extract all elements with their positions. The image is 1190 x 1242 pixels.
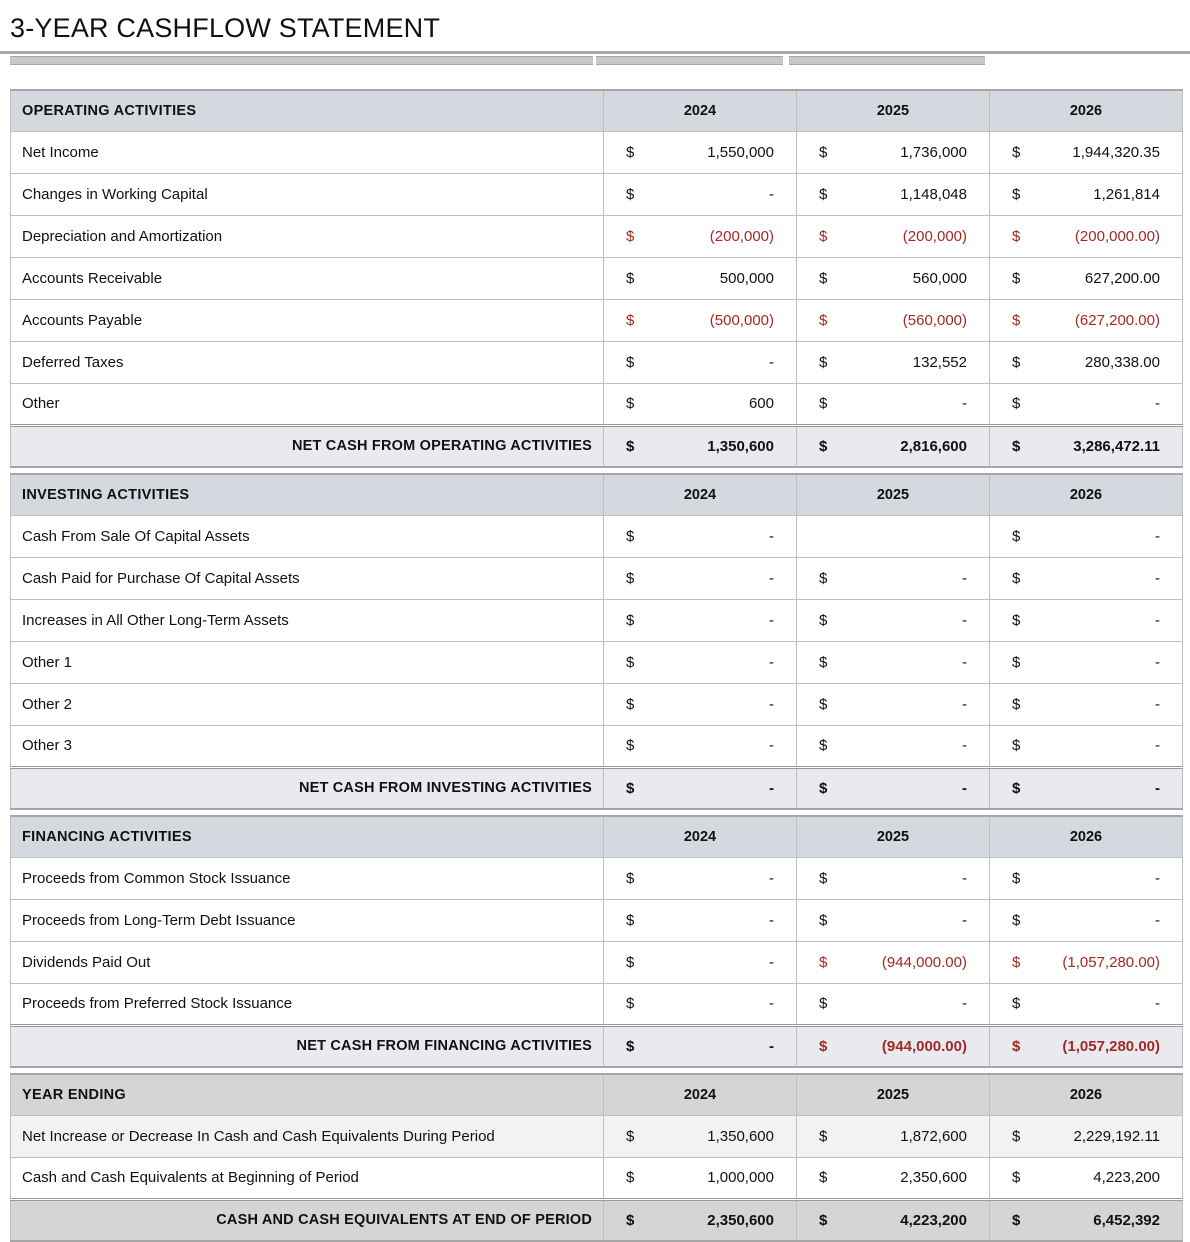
currency-symbol: $ (819, 653, 828, 671)
currency-symbol: $ (1012, 911, 1021, 929)
line-item-label: Other 2 (11, 683, 604, 725)
amount-cell[interactable] (604, 767, 797, 809)
currency-symbol: $ (1012, 611, 1021, 629)
amount-cell[interactable] (797, 599, 990, 641)
line-item-row (11, 131, 1183, 173)
line-item-row (11, 383, 1183, 425)
line-item-label: Other 3 (11, 725, 604, 767)
amount-value: 2,816,600 (900, 437, 967, 455)
currency-symbol: $ (626, 953, 635, 971)
amount-cell[interactable] (797, 215, 990, 257)
amount-value: - (769, 185, 774, 203)
amount-cell[interactable] (604, 983, 797, 1025)
spacer-cell (11, 467, 1183, 474)
currency-symbol: $ (819, 143, 828, 161)
amount-value: (944,000.00) (881, 953, 967, 971)
spacer-cell (11, 809, 1183, 816)
currency-symbol: $ (819, 569, 828, 587)
currency-symbol: $ (626, 737, 635, 754)
currency-symbol: $ (1012, 869, 1021, 887)
amount-value: - (962, 995, 967, 1012)
grand-total-row (11, 1199, 1183, 1241)
amount-value: - (769, 779, 774, 797)
amount-cell[interactable] (604, 257, 797, 299)
amount-value: - (1155, 395, 1160, 412)
amount-value: 280,338.00 (1084, 353, 1160, 371)
divider-segment-label (10, 56, 593, 65)
line-item-label: Dividends Paid Out (11, 941, 604, 983)
currency-symbol: $ (1012, 269, 1021, 287)
amount-cell[interactable] (604, 1199, 797, 1241)
amount-value: - (962, 779, 967, 797)
amount-value: - (962, 911, 967, 929)
currency-symbol: $ (626, 527, 635, 545)
subtotal-row (11, 425, 1183, 467)
currency-symbol: $ (1012, 569, 1021, 587)
amount-value: - (769, 953, 774, 971)
amount-cell[interactable] (797, 1115, 990, 1157)
currency-symbol: $ (819, 737, 828, 754)
currency-symbol: $ (819, 227, 828, 245)
line-item-label: Proceeds from Common Stock Issuance (11, 857, 604, 899)
line-item-label: Proceeds from Preferred Stock Issuance (11, 983, 604, 1025)
line-item-row (11, 941, 1183, 983)
amount-value: (1,057,280.00) (1062, 953, 1160, 971)
section-title: INVESTING ACTIVITIES (11, 474, 604, 515)
amount-value: 1,350,600 (707, 437, 774, 455)
amount-value: 1,736,000 (900, 143, 967, 161)
amount-cell[interactable] (604, 425, 797, 467)
currency-symbol: $ (626, 269, 635, 287)
amount-value: 560,000 (912, 269, 967, 287)
currency-symbol: $ (1012, 1211, 1021, 1229)
amount-value: - (1155, 869, 1160, 887)
currency-symbol: $ (1012, 353, 1021, 371)
subtotal-row (11, 1025, 1183, 1067)
amount-value: (500,000) (709, 311, 774, 329)
currency-symbol: $ (819, 695, 828, 713)
currency-symbol: $ (626, 185, 635, 203)
amount-value: 1,550,000 (707, 143, 774, 161)
currency-symbol: $ (626, 311, 635, 329)
line-item-row (11, 599, 1183, 641)
amount-cell[interactable] (797, 173, 990, 215)
currency-symbol: $ (626, 779, 635, 797)
year-column-header: 2026 (990, 474, 1183, 515)
amount-cell[interactable] (990, 1157, 1183, 1199)
section-spacer (11, 467, 1183, 474)
divider-segment-year2 (789, 56, 985, 65)
amount-value: - (962, 869, 967, 887)
amount-cell[interactable] (797, 983, 990, 1025)
year-column-header: 2025 (797, 90, 990, 131)
line-item-row (11, 725, 1183, 767)
currency-symbol: $ (819, 995, 828, 1012)
amount-cell[interactable] (797, 425, 990, 467)
currency-symbol: $ (819, 437, 828, 455)
amount-value: - (769, 995, 774, 1012)
line-item-label: Increases in All Other Long-Term Assets (11, 599, 604, 641)
line-item-row (11, 683, 1183, 725)
amount-value: 500,000 (719, 269, 774, 287)
line-item-row (11, 983, 1183, 1025)
currency-symbol: $ (1012, 695, 1021, 713)
amount-cell[interactable] (604, 683, 797, 725)
amount-value: - (769, 653, 774, 671)
amount-value: - (769, 569, 774, 587)
currency-symbol: $ (1012, 527, 1021, 545)
amount-value: - (1155, 779, 1160, 797)
section-title: YEAR ENDING (11, 1074, 604, 1115)
amount-value: (560,000) (902, 311, 967, 329)
currency-symbol: $ (626, 1211, 635, 1229)
currency-symbol: $ (1012, 1169, 1021, 1186)
amount-value: 1,872,600 (900, 1127, 967, 1145)
line-item-row (11, 899, 1183, 941)
line-item-label: Other 1 (11, 641, 604, 683)
currency-symbol: $ (626, 869, 635, 887)
cashflow-table (10, 89, 1183, 1242)
amount-cell[interactable] (797, 383, 990, 425)
line-item-row (11, 173, 1183, 215)
currency-symbol: $ (626, 695, 635, 713)
currency-symbol: $ (626, 1127, 635, 1145)
amount-value: - (962, 395, 967, 412)
amount-value: - (1155, 995, 1160, 1012)
line-item-row (11, 1115, 1183, 1157)
amount-cell[interactable] (604, 641, 797, 683)
currency-symbol: $ (819, 1169, 828, 1186)
amount-value: - (769, 1037, 774, 1055)
currency-symbol: $ (626, 653, 635, 671)
amount-value: - (962, 737, 967, 754)
line-item-label: Changes in Working Capital (11, 173, 604, 215)
grand-total-label: CASH AND CASH EQUIVALENTS AT END OF PERIOD (11, 1199, 604, 1241)
subtotal-label: NET CASH FROM FINANCING ACTIVITIES (11, 1025, 604, 1067)
amount-cell[interactable] (604, 857, 797, 899)
amount-value: - (1155, 611, 1160, 629)
subtotal-row (11, 767, 1183, 809)
currency-symbol: $ (626, 395, 635, 412)
amount-value: 2,229,192.11 (1073, 1127, 1160, 1145)
amount-value: 3,286,472.11 (1073, 437, 1160, 455)
line-item-row (11, 515, 1183, 557)
amount-cell[interactable] (604, 515, 797, 557)
line-item-row (11, 341, 1183, 383)
amount-cell[interactable] (990, 383, 1183, 425)
section-header-row (11, 816, 1183, 857)
amount-value: 2,350,600 (707, 1211, 774, 1229)
line-item-label: Accounts Receivable (11, 257, 604, 299)
amount-cell[interactable] (990, 983, 1183, 1025)
amount-cell[interactable] (604, 299, 797, 341)
currency-symbol: $ (819, 353, 828, 371)
amount-cell[interactable] (604, 1115, 797, 1157)
amount-cell[interactable] (990, 515, 1183, 557)
amount-cell[interactable] (990, 725, 1183, 767)
amount-value: - (1155, 527, 1160, 545)
amount-cell[interactable] (797, 557, 990, 599)
year-column-header: 2025 (797, 474, 990, 515)
year-column-header: 2026 (990, 1074, 1183, 1115)
currency-symbol: $ (626, 1037, 635, 1055)
amount-cell[interactable] (797, 299, 990, 341)
currency-symbol: $ (1012, 311, 1021, 329)
amount-cell[interactable] (604, 383, 797, 425)
section-title: FINANCING ACTIVITIES (11, 816, 604, 857)
amount-value: - (1155, 737, 1160, 754)
amount-cell[interactable] (604, 1157, 797, 1199)
amount-value: (200,000) (902, 227, 967, 245)
amount-value: 4,223,200 (1093, 1169, 1160, 1186)
line-item-label: Depreciation and Amortization (11, 215, 604, 257)
amount-value: - (769, 869, 774, 887)
amount-value: 627,200.00 (1084, 269, 1160, 287)
currency-symbol: $ (1012, 185, 1021, 203)
amount-cell[interactable] (990, 857, 1183, 899)
line-item-label: Other (11, 383, 604, 425)
amount-cell[interactable] (797, 1199, 990, 1241)
currency-symbol: $ (819, 869, 828, 887)
currency-symbol: $ (819, 269, 828, 287)
line-item-label: Proceeds from Long-Term Debt Issuance (11, 899, 604, 941)
amount-cell[interactable] (990, 641, 1183, 683)
amount-cell[interactable] (990, 683, 1183, 725)
amount-cell[interactable] (990, 215, 1183, 257)
currency-symbol: $ (1012, 227, 1021, 245)
spacer-cell (11, 1067, 1183, 1074)
amount-cell[interactable] (797, 767, 990, 809)
amount-value: - (769, 527, 774, 545)
amount-cell[interactable] (797, 725, 990, 767)
year-column-header: 2026 (990, 816, 1183, 857)
currency-symbol: $ (1012, 395, 1021, 412)
amount-value: 1,148,048 (900, 185, 967, 203)
amount-value: (200,000.00) (1074, 227, 1160, 245)
amount-cell[interactable] (797, 515, 990, 557)
currency-symbol: $ (819, 953, 828, 971)
amount-cell[interactable] (604, 725, 797, 767)
year-column-header: 2024 (604, 1074, 797, 1115)
currency-symbol: $ (1012, 653, 1021, 671)
year-column-header: 2024 (604, 474, 797, 515)
amount-value: - (769, 611, 774, 629)
currency-symbol: $ (819, 1127, 828, 1145)
year-column-header: 2024 (604, 816, 797, 857)
amount-cell[interactable] (990, 425, 1183, 467)
amount-cell[interactable] (604, 899, 797, 941)
amount-cell[interactable] (604, 131, 797, 173)
amount-cell[interactable] (604, 1025, 797, 1067)
currency-symbol: $ (1012, 737, 1021, 754)
amount-cell[interactable] (604, 173, 797, 215)
currency-symbol: $ (626, 227, 635, 245)
currency-symbol: $ (626, 611, 635, 629)
year-column-header: 2025 (797, 816, 990, 857)
subtotal-label: NET CASH FROM OPERATING ACTIVITIES (11, 425, 604, 467)
amount-value: (1,057,280.00) (1062, 1037, 1160, 1055)
amount-cell[interactable] (990, 1025, 1183, 1067)
amount-cell[interactable] (797, 257, 990, 299)
line-item-label: Cash Paid for Purchase Of Capital Assets (11, 557, 604, 599)
amount-cell[interactable] (990, 767, 1183, 809)
line-item-label: Accounts Payable (11, 299, 604, 341)
currency-symbol: $ (1012, 779, 1021, 797)
amount-value: - (769, 695, 774, 713)
amount-value: 132,552 (912, 353, 967, 371)
amount-cell[interactable] (990, 131, 1183, 173)
amount-value: (200,000) (709, 227, 774, 245)
section-header-row (11, 474, 1183, 515)
currency-symbol: $ (626, 569, 635, 587)
currency-symbol: $ (1012, 437, 1021, 455)
section-spacer (11, 1067, 1183, 1074)
amount-cell[interactable] (604, 557, 797, 599)
amount-value: 6,452,392 (1093, 1211, 1160, 1229)
amount-cell[interactable] (990, 299, 1183, 341)
line-item-label: Deferred Taxes (11, 341, 604, 383)
amount-cell[interactable] (797, 641, 990, 683)
page-title: 3-YEAR CASHFLOW STATEMENT (10, 13, 441, 43)
amount-cell[interactable] (797, 341, 990, 383)
year-column-header: 2026 (990, 90, 1183, 131)
currency-symbol: $ (819, 611, 828, 629)
amount-cell[interactable] (797, 899, 990, 941)
line-item-row (11, 557, 1183, 599)
amount-value: - (769, 737, 774, 754)
line-item-label: Cash and Cash Equivalents at Beginning of Period (11, 1157, 604, 1199)
line-item-label: Net Increase or Decrease In Cash and Cash Equivalents During Period (11, 1115, 604, 1157)
currency-symbol: $ (626, 995, 635, 1012)
year-column-header: 2024 (604, 90, 797, 131)
currency-symbol: $ (1012, 953, 1021, 971)
currency-symbol: $ (819, 911, 828, 929)
divider-segment-year1 (596, 56, 783, 65)
line-item-row (11, 641, 1183, 683)
amount-cell[interactable] (604, 599, 797, 641)
amount-value: - (962, 695, 967, 713)
amount-value: (627,200.00) (1074, 311, 1160, 329)
section-title: OPERATING ACTIVITIES (11, 90, 604, 131)
currency-symbol: $ (626, 911, 635, 929)
amount-cell[interactable] (797, 857, 990, 899)
line-item-row (11, 215, 1183, 257)
currency-symbol: $ (1012, 1037, 1021, 1055)
amount-value: - (769, 353, 774, 371)
amount-cell[interactable] (604, 215, 797, 257)
amount-value: - (962, 611, 967, 629)
section-spacer (11, 809, 1183, 816)
amount-value: - (962, 653, 967, 671)
amount-value: - (769, 911, 774, 929)
line-item-label: Cash From Sale Of Capital Assets (11, 515, 604, 557)
amount-value: - (1155, 695, 1160, 713)
line-item-row (11, 257, 1183, 299)
line-item-label: Net Income (11, 131, 604, 173)
amount-value: - (1155, 569, 1160, 587)
amount-value: 600 (748, 395, 774, 412)
amount-cell[interactable] (990, 941, 1183, 983)
currency-symbol: $ (819, 185, 828, 203)
line-item-row (11, 1157, 1183, 1199)
amount-cell[interactable] (797, 1157, 990, 1199)
amount-value: - (962, 569, 967, 587)
currency-symbol: $ (819, 311, 828, 329)
amount-cell[interactable] (990, 557, 1183, 599)
amount-value: 2,350,600 (900, 1169, 967, 1186)
amount-value: 1,350,600 (707, 1127, 774, 1145)
year-column-header: 2025 (797, 1074, 990, 1115)
amount-value: 1,944,320.35 (1072, 143, 1160, 161)
amount-cell[interactable] (797, 683, 990, 725)
amount-value: - (1155, 653, 1160, 671)
amount-cell[interactable] (604, 341, 797, 383)
divider-line (0, 51, 1190, 54)
amount-cell[interactable] (990, 257, 1183, 299)
amount-cell[interactable] (990, 899, 1183, 941)
amount-cell[interactable] (604, 941, 797, 983)
amount-cell[interactable] (990, 173, 1183, 215)
amount-cell[interactable] (797, 1025, 990, 1067)
currency-symbol: $ (1012, 143, 1021, 161)
line-item-row (11, 299, 1183, 341)
amount-cell[interactable] (990, 1199, 1183, 1241)
amount-cell[interactable] (990, 1115, 1183, 1157)
amount-value: - (1155, 911, 1160, 929)
currency-symbol: $ (626, 1169, 635, 1186)
title-divider (0, 51, 1190, 77)
currency-symbol: $ (819, 1037, 828, 1055)
currency-symbol: $ (626, 143, 635, 161)
currency-symbol: $ (819, 1211, 828, 1229)
line-item-row (11, 857, 1183, 899)
amount-cell[interactable] (797, 941, 990, 983)
currency-symbol: $ (819, 779, 828, 797)
currency-symbol: $ (1012, 995, 1021, 1012)
amount-value: (944,000.00) (881, 1037, 967, 1055)
amount-cell[interactable] (797, 131, 990, 173)
currency-symbol: $ (626, 353, 635, 371)
amount-value: 1,261,814 (1093, 185, 1160, 203)
currency-symbol: $ (626, 437, 635, 455)
amount-value: 1,000,000 (707, 1169, 774, 1186)
currency-symbol: $ (1012, 1127, 1021, 1145)
subtotal-label: NET CASH FROM INVESTING ACTIVITIES (11, 767, 604, 809)
amount-cell[interactable] (990, 341, 1183, 383)
amount-cell[interactable] (990, 599, 1183, 641)
currency-symbol: $ (819, 395, 828, 412)
section-header-row (11, 90, 1183, 131)
amount-value: 4,223,200 (900, 1211, 967, 1229)
section-header-row (11, 1074, 1183, 1115)
